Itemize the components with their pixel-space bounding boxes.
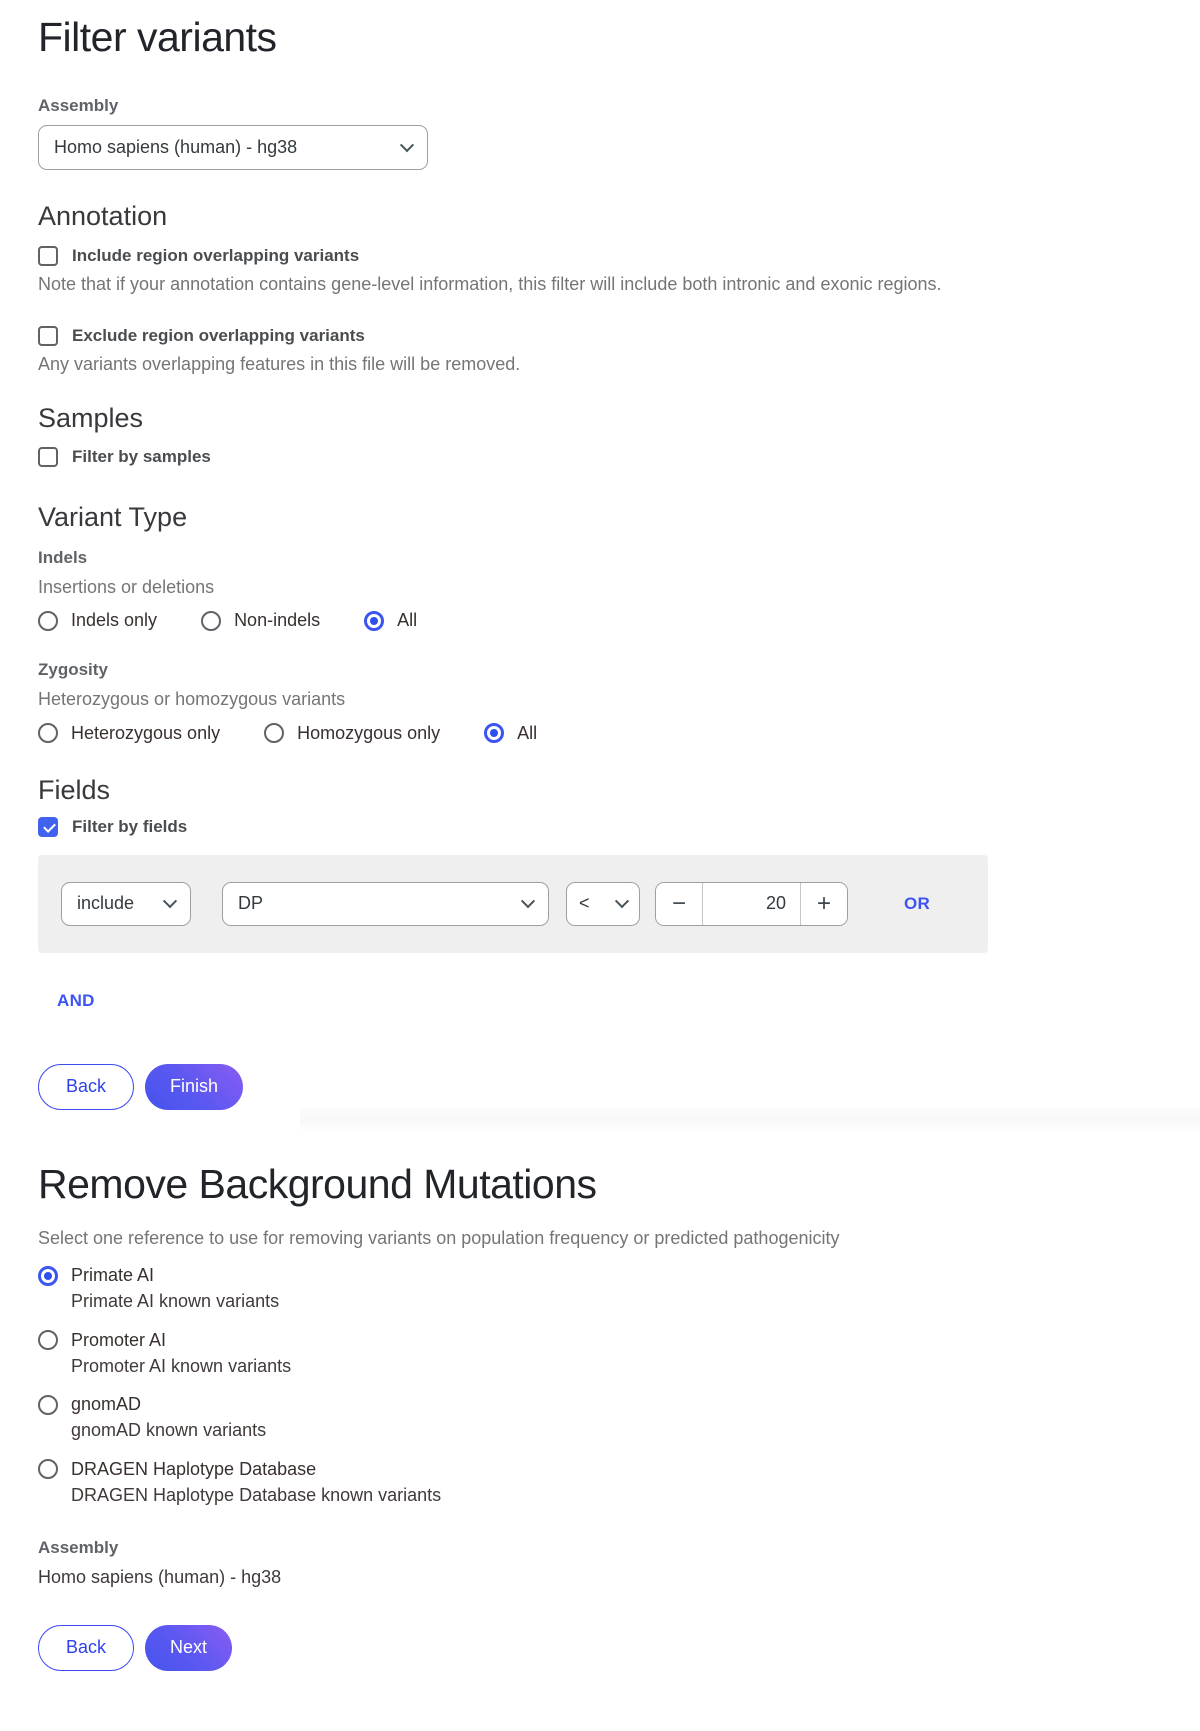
checkbox-unchecked-icon[interactable] (38, 447, 58, 467)
reference-radio-group (38, 1265, 1160, 1507)
checkbox-unchecked-icon[interactable] (38, 326, 58, 346)
exclude-region-checkbox-row[interactable] (38, 326, 1160, 346)
radio-dragen-haplotype[interactable]: DRAGEN Haplotype Database (38, 1459, 1160, 1480)
increment-button[interactable]: + (801, 883, 847, 925)
include-region-description: Note that if your annotation contains gene-level information, this filter will include both intronic and exonic regions. (38, 274, 942, 295)
radio-selected-icon[interactable] (364, 611, 384, 631)
zygosity-radio-group (38, 723, 1160, 744)
remove-background-subtitle: Select one reference to use for removing variants on population frequency or predicted pathogenicity (38, 1228, 840, 1249)
annotation-heading: Annotation (38, 201, 168, 232)
radio-homozygous-only[interactable]: Homozygous only (264, 723, 440, 744)
operator-select-value: < (579, 893, 590, 914)
finish-button[interactable]: Finish (145, 1064, 243, 1110)
radio-selected-icon[interactable] (38, 1266, 58, 1286)
radio-primate-ai[interactable]: Primate AI (38, 1265, 1160, 1286)
indels-label: Indels (38, 548, 88, 568)
next-button[interactable]: Next (145, 1625, 232, 1671)
fields-heading: Fields (38, 774, 111, 805)
decrement-button[interactable]: − (656, 883, 702, 925)
zygosity-label: Zygosity (38, 660, 108, 680)
radio-non-indels[interactable]: Non-indels (201, 610, 320, 631)
include-region-label: Include region overlapping variants (72, 246, 360, 266)
back-button[interactable]: Back (38, 1625, 134, 1671)
operator-select[interactable] (566, 882, 640, 926)
value-stepper (655, 882, 848, 926)
filter-variants-title: Filter variants (38, 14, 277, 60)
radio-heterozygous-only[interactable]: Heterozygous only (38, 723, 220, 744)
include-exclude-select[interactable] (61, 882, 191, 926)
or-button[interactable]: OR (904, 893, 931, 913)
reference-option-dragen (38, 1459, 1160, 1507)
radio-indels-all[interactable]: All (364, 610, 417, 631)
assembly-label: Assembly (38, 96, 119, 116)
section-divider-shadow (300, 1107, 1200, 1133)
radio-promoter-ai[interactable]: Promoter AI (38, 1330, 1160, 1351)
checkbox-unchecked-icon[interactable] (38, 246, 58, 266)
exclude-region-label: Exclude region overlapping variants (72, 325, 365, 345)
filter-by-fields-checkbox-row[interactable] (38, 817, 1160, 837)
chevron-down-icon (615, 894, 629, 908)
gnomad-description: gnomAD known variants (71, 1420, 267, 1441)
include-exclude-value: include (77, 893, 135, 914)
primate-ai-description: Primate AI known variants (71, 1291, 280, 1312)
chevron-down-icon (521, 894, 535, 908)
checkbox-checked-icon[interactable] (38, 817, 58, 837)
reference-option-promoter-ai (38, 1330, 1160, 1378)
filter-variants-actions (38, 1064, 1160, 1110)
radio-icon[interactable] (38, 611, 58, 631)
include-region-checkbox-row[interactable] (38, 246, 1160, 266)
radio-zygosity-all[interactable]: All (484, 723, 537, 744)
promoter-ai-description: Promoter AI known variants (71, 1355, 292, 1376)
field-select-value: DP (238, 893, 264, 914)
and-button[interactable]: AND (57, 990, 95, 1010)
radio-icon[interactable] (38, 1395, 58, 1415)
zygosity-description: Heterozygous or homozygous variants (38, 689, 346, 710)
reference-option-gnomad (38, 1394, 1160, 1442)
filter-by-samples-checkbox-row[interactable] (38, 447, 1160, 467)
remove-background-mutations-title: Remove Background Mutations (38, 1160, 597, 1207)
radio-icon[interactable] (264, 723, 284, 743)
dragen-description: DRAGEN Haplotype Database known variants (71, 1484, 442, 1505)
radio-icon[interactable] (38, 723, 58, 743)
assembly-select-value: Homo sapiens (human) - hg38 (54, 137, 298, 158)
indels-radio-group (38, 610, 1160, 631)
filter-by-samples-label: Filter by samples (72, 447, 211, 467)
exclude-region-description: Any variants overlapping features in this file will be removed. (38, 353, 521, 374)
radio-icon[interactable] (38, 1330, 58, 1350)
field-filter-rule-row (38, 855, 988, 953)
chevron-down-icon (400, 138, 414, 152)
back-button[interactable]: Back (38, 1064, 134, 1110)
radio-icon[interactable] (201, 611, 221, 631)
radio-icon[interactable] (38, 1459, 58, 1479)
radio-gnomad[interactable]: gnomAD (38, 1394, 1160, 1415)
reference-option-primate-ai (38, 1265, 1160, 1313)
rbm-assembly-label: Assembly (38, 1537, 119, 1557)
filter-by-fields-label: Filter by fields (72, 816, 188, 836)
remove-background-actions (38, 1625, 1160, 1671)
chevron-down-icon (163, 894, 177, 908)
radio-indels-only[interactable]: Indels only (38, 610, 157, 631)
field-select[interactable] (222, 882, 549, 926)
value-input[interactable]: 20 (702, 883, 801, 925)
variant-type-heading: Variant Type (38, 502, 188, 533)
samples-heading: Samples (38, 402, 144, 433)
assembly-select[interactable] (38, 125, 428, 170)
rbm-assembly-value: Homo sapiens (human) - hg38 (38, 1566, 282, 1587)
radio-selected-icon[interactable] (484, 723, 504, 743)
indels-description: Insertions or deletions (38, 577, 215, 598)
